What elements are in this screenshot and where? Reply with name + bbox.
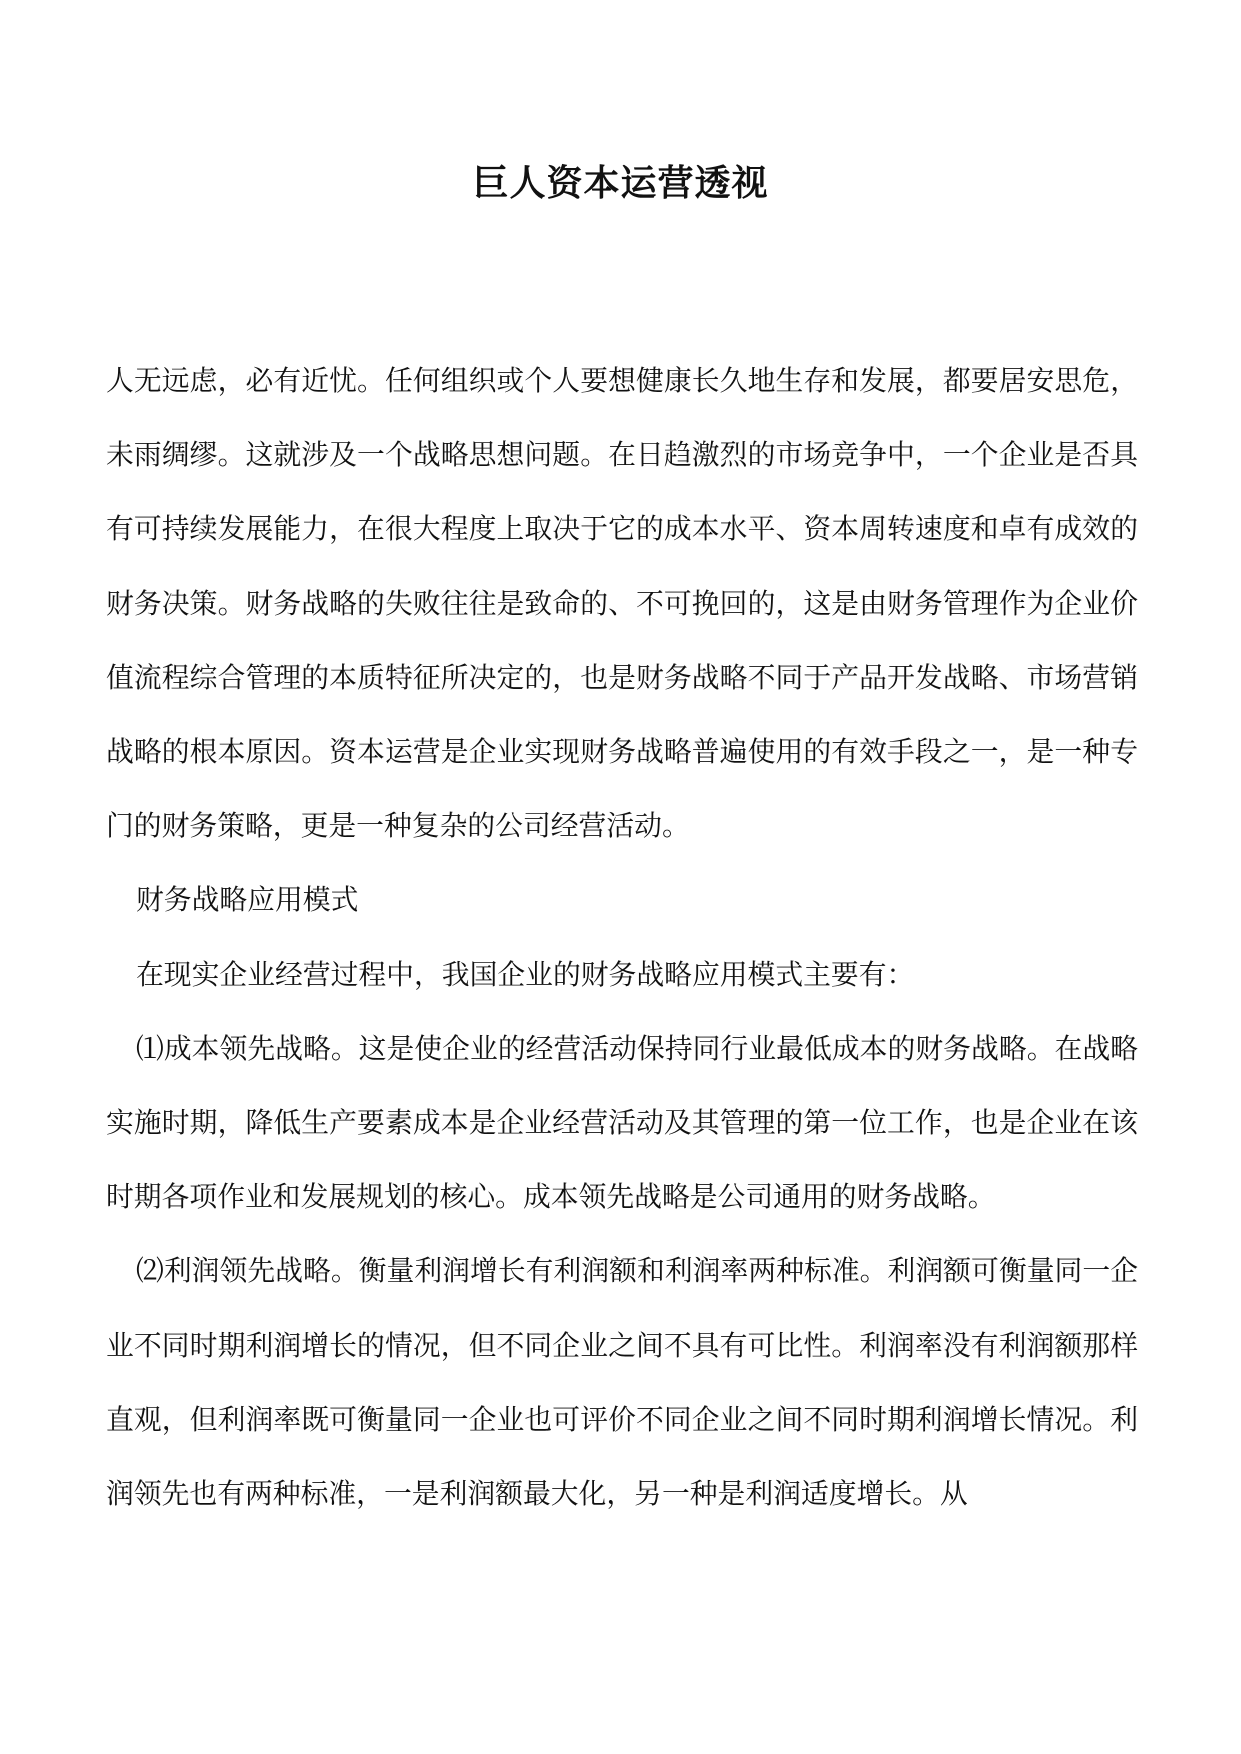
paragraph-intro: 人无远虑，必有近忧。任何组织或个人要想健康长久地生存和发展，都要居安思危，未雨绸缪。这就涉及一个战略思想问题。在日趋激烈的市场竞争中，一个企业是否具有可持续发展能力，在很大程度上取决于它的成本水平、资本周转速度和卓有成效的财务决策。财务战略的失败往往是致命的、不可挽回的，这是由财务管理作为企业价值流程综合管理的本质特征所决定的，也是财务战略不同于产品开发战略、市场营销战略的根本原因。资本运营是企业实现财务战略普遍使用的有效手段之一，是一种专门的财务策略，更是一种复杂的公司经营活动。 bbox=[106, 364, 1138, 843]
paragraph-cost-leadership: ⑴成本领先战略。这是使企业的经营活动保持同行业最低成本的财务战略。在战略实施时期，降低生产要素成本是企业经营活动及其管理的第一位工作，也是企业在该时期各项作业和发展规划的核心。成本领先战略是公司通用的财务战略。 bbox=[106, 1031, 1138, 1214]
document-body bbox=[106, 344, 1138, 1531]
paragraph-models-intro: 在现实企业经营过程中，我国企业的财务战略应用模式主要有： bbox=[136, 957, 915, 991]
section-heading-financial-strategy: 财务战略应用模式 bbox=[136, 883, 359, 917]
paragraph-profit-leadership: ⑵利润领先战略。衡量利润增长有利润额和利润率两种标准。利润额可衡量同一企业不同时期利润增长的情况，但不同企业之间不具有可比性。利润率没有利润额那样直观，但利润率既可衡量同一企业也可评价不同企业之间不同时期利润增长情况。利润领先也有两种标准，一是利润额最大化，另一种是利润适度增长。从 bbox=[106, 1254, 1138, 1511]
document-title: 巨人资本运营透视 bbox=[472, 162, 769, 204]
